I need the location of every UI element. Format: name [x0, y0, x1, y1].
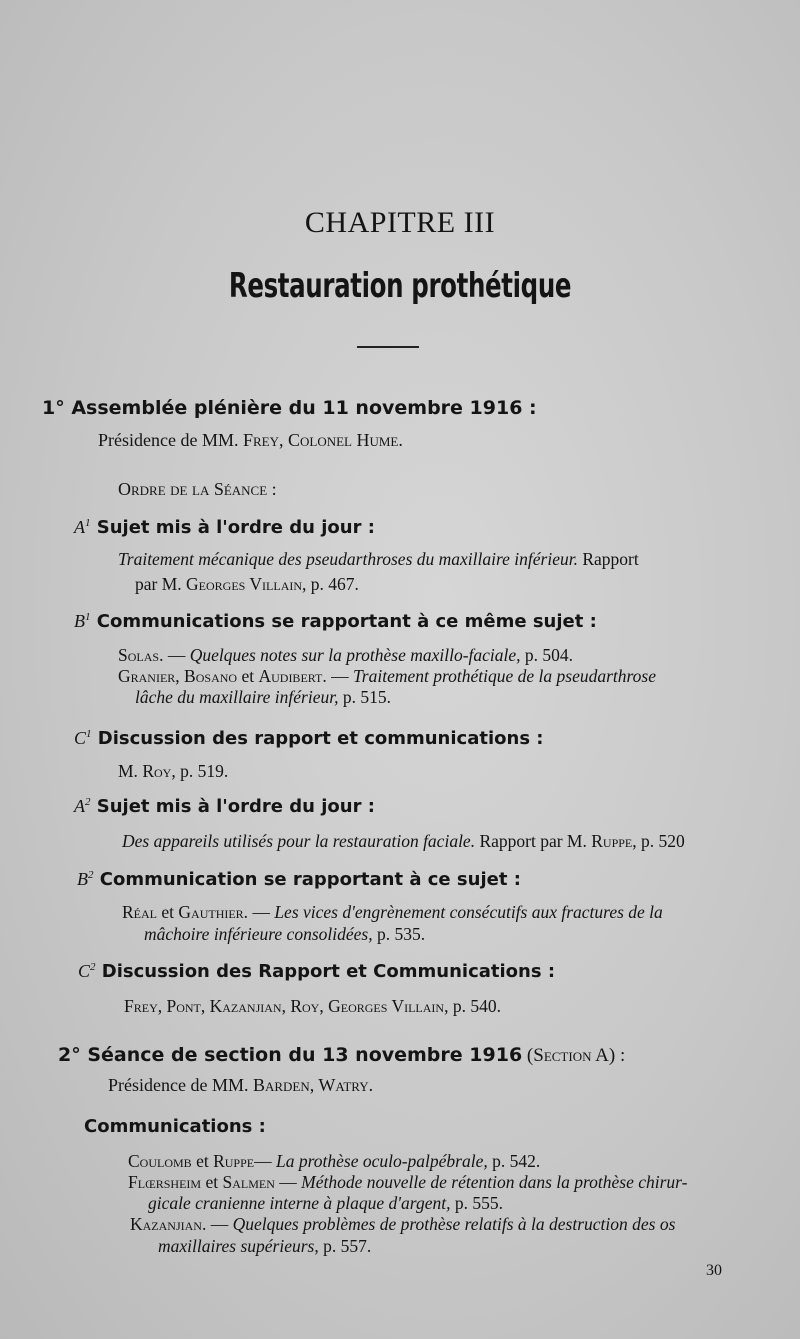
- s2-presidence-names: Barden, Watry.: [252, 1075, 374, 1095]
- s2-page-2: p. 555.: [450, 1193, 503, 1213]
- b2-sup: 2: [88, 869, 94, 881]
- b2-author-2: Gauthier.: [178, 902, 249, 922]
- s2-colon: :: [615, 1045, 626, 1066]
- s2-author-3: Flœrsheim: [128, 1172, 202, 1192]
- s1-presidence-label: Présidence de MM.: [98, 430, 243, 450]
- s2-author-2: Ruppe: [213, 1151, 255, 1171]
- a1-line-2: [135, 574, 359, 595]
- b2-title-cont: mâchoire inférieure consolidées,: [144, 924, 373, 944]
- s2-page-1: p. 542.: [487, 1151, 541, 1171]
- s2-title-2: Méthode nouvelle de rétention dans la prothèse chirur-: [301, 1172, 688, 1192]
- s2-author-4: Salmen: [222, 1172, 275, 1192]
- b1-label: Communications se rapportant à ce même sujet :: [90, 611, 597, 632]
- et: et: [201, 1172, 223, 1192]
- b1-title-2-cont: lâche du maxillaire inférieur,: [135, 687, 339, 707]
- a1-rapport: Rapport: [577, 549, 639, 569]
- b1-letter: B: [74, 611, 85, 631]
- a2-heading: [74, 796, 375, 817]
- s2-title-1: La prothèse oculo-palpébrale,: [275, 1151, 488, 1171]
- a2-author: Ruppe: [591, 831, 633, 851]
- s2-heading-text: 2° Séance de section du 13 novembre 1916: [58, 1044, 523, 1066]
- b1-title-1: Quelques notes sur la prothèse maxillo-faciale,: [189, 645, 521, 665]
- b1-sup: 1: [85, 611, 91, 623]
- b1-title-2: Traitement prothétique de la pseudarthrose: [353, 666, 657, 686]
- s2-presidence: [108, 1075, 373, 1096]
- chapter-title: Restauration prothétique: [228, 266, 572, 306]
- a1-page: , p. 467.: [302, 574, 359, 594]
- title-divider: [357, 346, 419, 348]
- s1-presidence-names: Frey, Colonel Hume.: [242, 430, 403, 450]
- s2-title-2-cont: gicale cranienne interne à plaque d'argent,: [148, 1193, 451, 1213]
- b2-line-1: [122, 902, 663, 923]
- b1-heading: [74, 611, 597, 632]
- c1-line-1: [118, 761, 228, 782]
- s2-communications-heading: Communications :: [84, 1116, 266, 1137]
- section-1-heading: 1° Assemblée plénière du 11 novembre 1916 :: [42, 397, 537, 419]
- a1-label: Sujet mis à l'ordre du jour :: [90, 517, 375, 538]
- b2-page: p. 535.: [372, 924, 426, 944]
- c1-author: Roy: [142, 761, 172, 781]
- c1-label: Discussion des rapport et communications :: [91, 728, 544, 749]
- b1-author-1: Solas.: [118, 645, 164, 665]
- b2-title: Les vices d'engrènement consécutifs aux fractures de la: [274, 902, 663, 922]
- c2-page: , p. 540.: [444, 996, 501, 1016]
- a2-label: Sujet mis à l'ordre du jour :: [90, 796, 375, 817]
- a2-sup: 2: [85, 796, 91, 808]
- s2-comm-line-5: [158, 1236, 371, 1257]
- s2-comm-line-4: [130, 1214, 675, 1235]
- dash: —: [163, 645, 190, 665]
- a2-letter: A: [74, 796, 85, 816]
- s2-author-5: Kazanjian.: [130, 1214, 207, 1234]
- c1-m: M.: [118, 761, 143, 781]
- b2-letter: B: [77, 869, 88, 889]
- b2-author-1: Réal: [122, 902, 157, 922]
- b1-page-2: p. 515.: [338, 687, 391, 707]
- s1-presidence: [98, 430, 403, 451]
- b1-line-2: [118, 666, 656, 687]
- c2-label: Discussion des Rapport et Communications :: [95, 961, 556, 982]
- c1-heading: [74, 728, 544, 749]
- dash: —: [248, 902, 275, 922]
- s2-comm-line-3: [148, 1193, 503, 1214]
- chapter-heading: CHAPITRE III: [304, 206, 496, 239]
- b1-page-1: p. 504.: [520, 645, 574, 665]
- et: et: [157, 902, 179, 922]
- a1-sup: 1: [85, 517, 91, 529]
- section-2-heading: [58, 1044, 625, 1067]
- s2-section-label: (Section A): [522, 1045, 616, 1066]
- b1-line-3: [135, 687, 391, 708]
- a2-page: , p. 520: [632, 831, 685, 851]
- dash: —: [326, 666, 354, 686]
- a2-line-1: [122, 831, 685, 852]
- b1-line-1: [118, 645, 573, 666]
- s2-title-3-cont: maxillaires supérieurs: [158, 1236, 315, 1256]
- a1-title: Traitement mécanique des pseudarthroses du maxillaire inférieur.: [118, 549, 578, 569]
- c2-heading: [78, 961, 555, 982]
- page-number: 30: [706, 1262, 722, 1279]
- s2-comm-line-1: [128, 1151, 540, 1172]
- a1-par: par M.: [135, 574, 187, 594]
- a2-rapport: Rapport par M.: [475, 831, 592, 851]
- a1-heading: [74, 517, 375, 538]
- dash: —: [206, 1214, 233, 1234]
- s2-title-3: Quelques problèmes de prothèse relatifs à la destruction des os: [232, 1214, 676, 1234]
- s2-page-3: , p. 557.: [314, 1236, 372, 1256]
- s2-comm-line-2: [128, 1172, 687, 1193]
- s2-presidence-label: Présidence de MM.: [108, 1075, 253, 1095]
- a1-line-1: [118, 549, 639, 570]
- ordre-du-jour-heading: Ordre de la Séance :: [118, 479, 277, 499]
- s2-author-1: Coulomb: [128, 1151, 192, 1171]
- b2-heading: [77, 869, 521, 890]
- dash: —: [254, 1151, 276, 1171]
- c1-sup: 1: [86, 728, 92, 740]
- b2-line-2: [144, 924, 425, 945]
- a2-title: Des appareils utilisés pour la restauration faciale.: [122, 831, 476, 851]
- b1-author-2: Granier, Bosano: [118, 666, 238, 686]
- a1-letter: A: [74, 517, 85, 537]
- c2-line-1: [124, 996, 501, 1017]
- c2-authors: Frey, Pont, Kazanjian, Roy, Georges Villain: [124, 996, 445, 1016]
- a1-author: Georges Villain: [186, 574, 303, 594]
- b1-author-3: Audibert.: [258, 666, 327, 686]
- dash: —: [274, 1172, 302, 1192]
- c1-page: , p. 519.: [171, 761, 229, 781]
- c2-letter: C: [78, 961, 91, 981]
- c1-letter: C: [74, 728, 87, 748]
- c2-sup: 2: [90, 961, 96, 973]
- et: et: [191, 1151, 214, 1171]
- et: et: [237, 666, 259, 686]
- b2-label: Communication se rapportant à ce sujet :: [93, 869, 521, 890]
